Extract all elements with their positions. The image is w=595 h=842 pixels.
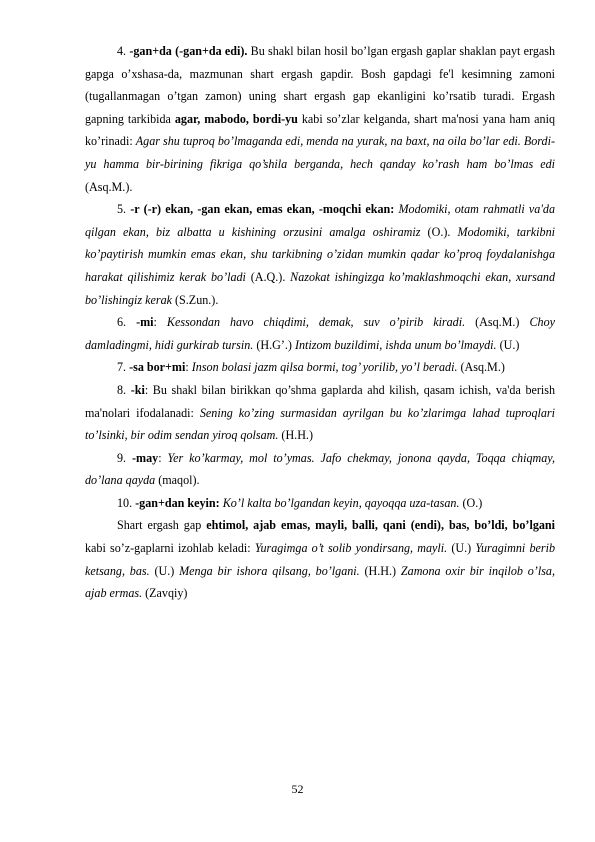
text-run: (O.). <box>420 224 458 239</box>
text-run: 6. <box>117 315 137 330</box>
italic-example: Choy damladingmi, hidi gurkirab tursin. <box>85 315 555 352</box>
text-run: (H.G’.) <box>253 337 295 352</box>
italic-example: Yuragimni berib ketsang, bas. <box>85 541 555 578</box>
text-run: kabi so’zlar kelganda, shart ma'nosi yana ham aniq ko’rinadi: <box>85 111 556 149</box>
paragraph-6-mi <box>85 311 555 356</box>
text-run: (U.) <box>496 337 520 352</box>
text-run: 5. <box>117 202 131 217</box>
text-run: (O.) <box>459 495 483 510</box>
page-body <box>85 40 555 605</box>
text-run: (A.Q.). <box>245 269 291 284</box>
bold-term: -sa bor+mi <box>129 360 186 375</box>
text-run: Bu shakl bilan hosil bo’lgan ergash gaplar shaklan payt ergash gapga o’xshasa-da, mazmunan shart ergash gapdir. Bosh gapdagi fe'l kesimning zamoni (tugallanmagan o’tgan zamon) uning shart ergash gap ekanligini ko’rsatib turadi. Ergash gapning tarkibida <box>85 44 555 126</box>
text-run: (Asq.M.). <box>85 179 133 194</box>
text-run: (Asq.M.) <box>465 315 530 330</box>
text-run: (U.) <box>447 541 476 556</box>
text-run: : <box>153 315 167 330</box>
bold-term: agar, mabodo, bordi-yu <box>174 111 298 126</box>
text-run: : Bu shakl bilan birikkan qo’shma gaplarda ahd kilish, qasam ichish, va'da berish ma'nolari ifodalanadi: <box>85 382 555 420</box>
bold-term: -gan+da (-gan+da edi). <box>129 44 248 58</box>
text-run: (H.H.) <box>278 428 313 443</box>
italic-example: Sening ko’zing surmasidan ayrilgan bu ko’zlarimga lahad tuproqlari to’lsinki, bir odim sendan yiroq qolsam. <box>85 405 556 443</box>
bold-term: -ki <box>130 382 145 397</box>
paragraph-4-gan-da <box>85 40 555 198</box>
italic-example: Agar shu tuproq bo’lmaganda edi, menda na yurak, na baxt, na oila bo’lar edi. Bordi-yu hamma bir-birining fikriga qo’shila berganda, hech qanday ko’rash ham bo’lmas edi <box>85 134 555 171</box>
italic-example: Intizom buzildimi, ishda unum bo’lmaydi. <box>294 337 497 352</box>
italic-example: Yer ko’karmay, mol to’ymas. Jafo chekmay, jonona qayda, Toqqa chiqmay, do’lana qayda <box>85 450 556 488</box>
text-run: : <box>185 360 192 375</box>
paragraph-9-may <box>85 447 555 492</box>
text-run: (maqol). <box>155 473 200 488</box>
text-run: (Zavqiy) <box>142 586 188 601</box>
italic-example: Inson bolasi jazm qilsa bormi, tog’ yorilib, yo’l beradi. <box>191 360 458 375</box>
paragraph-5-ekan <box>85 198 555 311</box>
italic-example: Menga bir ishora qilsang, bo’lgani. <box>179 563 360 578</box>
bold-term: -r (-r) ekan, -gan ekan, emas ekan, -moqchi ekan: <box>130 202 395 217</box>
text-run: (U.) <box>149 563 180 578</box>
bold-term: ehtimol, ajab emas, mayli, balli, qani (endi), bas, bo’ldi, bo’lgani <box>206 518 555 533</box>
paragraph-shart-ergash-gap <box>85 514 555 604</box>
text-run: (Asq.M.) <box>457 360 505 375</box>
italic-example: Zamona oxir bir inqilob o’lsa, ajab ermas. <box>85 563 555 601</box>
page-number: 52 <box>291 782 304 796</box>
paragraph-7-sa-bor-mi <box>85 356 555 379</box>
text-run: 4. <box>117 44 130 58</box>
italic-example: Modomiki, otam rahmatli va'da qilgan ekan, biz albatta u kishining orzusini amalga oshiramiz <box>85 202 556 239</box>
text-run: 10. <box>117 495 136 510</box>
bold-term: -gan+dan keyin: <box>135 495 220 510</box>
italic-example: Kessondan havo chiqdimi, demak, suv o’pirib kiradi. <box>166 315 466 330</box>
text-run: (S.Zun.). <box>172 292 219 307</box>
paragraph-8-ki <box>85 379 555 447</box>
text-run: (H.H.) <box>359 563 401 578</box>
text-run: : <box>158 450 168 465</box>
text-run: 9. <box>117 450 133 465</box>
text-run: 8. <box>117 382 131 397</box>
paragraph-10-gan-dan-keyin <box>85 492 555 515</box>
italic-example: Modomiki, tarkibni ko’paytirish mumkin emas ekan, shu tarkibning o’zidan mumkin qadar ko’proq foydalanishga harakat qilishimiz kerak bo’ladi <box>85 224 555 284</box>
text-run: 7. <box>117 360 130 375</box>
bold-term: -may <box>132 450 159 465</box>
italic-example: Ko’l kalta bo’lgandan keyin, qayoqqa uza-tasan. <box>222 495 460 510</box>
italic-example: Nazokat ishingizga ko’maklashmoqchi ekan, xursand bo’lishingiz kerak <box>85 269 556 307</box>
text-run: Shart ergash gap <box>117 518 207 533</box>
italic-example: Yuragimga o’t solib yondirsang, mayli. <box>254 541 448 556</box>
text-run: kabi so’z-gaplarni izohlab keladi: <box>85 541 255 556</box>
bold-term: -mi <box>136 315 154 330</box>
